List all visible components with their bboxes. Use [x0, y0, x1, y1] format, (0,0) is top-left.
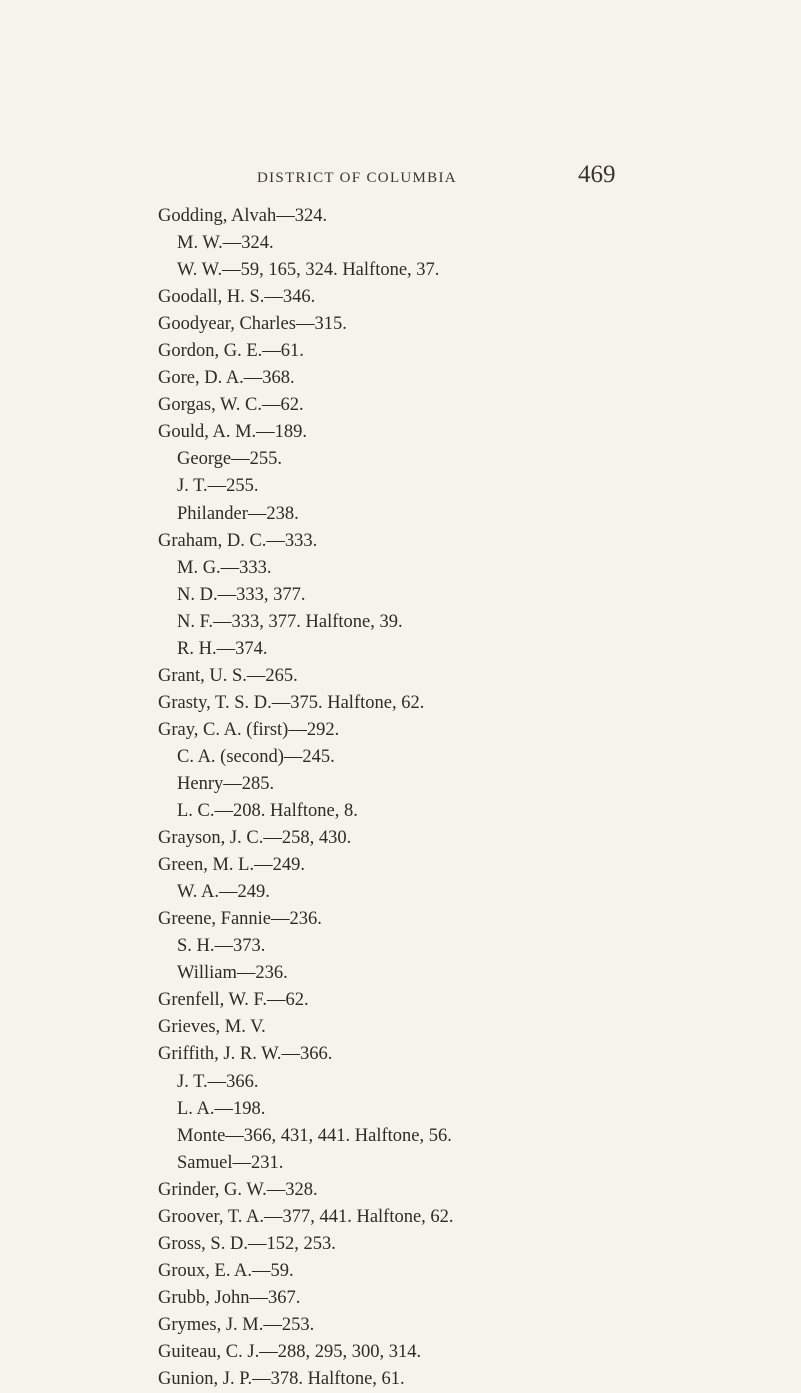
index-entry: Gunion, J. P.—378. Halftone, 61.	[158, 1369, 405, 1390]
index-entry: Groover, T. A.—377, 441. Halftone, 62.	[158, 1206, 454, 1227]
index-subentry: N. F.—333, 377. Halftone, 39.	[177, 611, 403, 632]
running-head: DISTRICT OF COLUMBIA	[257, 170, 457, 186]
index-subentry: M. W.—324.	[177, 233, 274, 254]
index-entry: Greene, Fannie—236.	[158, 909, 322, 930]
index-entry: Gore, D. A.—368.	[158, 368, 295, 389]
index-entry: Grenfell, W. F.—62.	[158, 990, 309, 1011]
index-subentry: C. A. (second)—245.	[177, 746, 335, 767]
index-entry: Grinder, G. W.—328.	[158, 1179, 318, 1200]
index-entry: Graham, D. C.—333.	[158, 530, 318, 551]
index-subentry: George—255.	[177, 449, 282, 470]
index-entry: Guiteau, C. J.—288, 295, 300, 314.	[158, 1341, 422, 1362]
index-entry: Groux, E. A.—59.	[158, 1260, 294, 1281]
index-subentry: L. C.—208. Halftone, 8.	[177, 801, 358, 822]
index-entry: Grant, U. S.—265.	[158, 665, 298, 686]
index-entry: Gross, S. D.—152, 253.	[158, 1233, 336, 1254]
index-subentry: L. A.—198.	[177, 1098, 266, 1119]
index-entry: Grayson, J. C.—258, 430.	[158, 828, 352, 849]
index-entry: Godding, Alvah—324.	[158, 206, 328, 226]
index-subentry: William—236.	[177, 963, 288, 984]
index-subentry: Monte—366, 431, 441. Halftone, 56.	[177, 1125, 452, 1146]
index-entry: Grubb, John—367.	[158, 1287, 301, 1308]
page-number: 469	[578, 161, 616, 188]
index-entry: Grymes, J. M.—253.	[158, 1314, 315, 1335]
index-subentry: J. T.—366.	[177, 1071, 259, 1092]
index-subentry: N. D.—333, 377.	[177, 584, 306, 605]
index-entry: Gordon, G. E.—61.	[158, 341, 304, 362]
index-entry: Green, M. L.—249.	[158, 855, 305, 876]
index-entry: Grasty, T. S. D.—375. Halftone, 62.	[158, 692, 425, 713]
index-entry-list	[158, 203, 718, 1393]
index-entry: Gray, C. A. (first)—292.	[158, 719, 340, 740]
index-subentry: Samuel—231.	[177, 1152, 284, 1173]
index-entry: Griffith, J. R. W.—366.	[158, 1044, 333, 1065]
index-entry: Goodyear, Charles—315.	[158, 314, 347, 335]
index-subentry: M. G.—333.	[177, 557, 272, 578]
index-subentry: Philander—238.	[177, 503, 299, 524]
index-subentry: W. A.—249.	[177, 882, 270, 903]
index-subentry: W. W.—59, 165, 324. Halftone, 37.	[177, 260, 440, 281]
index-subentry: J. T.—255.	[177, 476, 259, 497]
index-entry: Gorgas, W. C.—62.	[158, 395, 304, 416]
index-entry: Grieves, M. V.	[158, 1017, 266, 1038]
index-subentry: S. H.—373.	[177, 936, 266, 957]
index-entry: Gould, A. M.—189.	[158, 422, 308, 443]
index-entry: Goodall, H. S.—346.	[158, 287, 316, 308]
index-subentry: Henry—285.	[177, 773, 275, 794]
index-subentry: R. H.—374.	[177, 638, 268, 659]
